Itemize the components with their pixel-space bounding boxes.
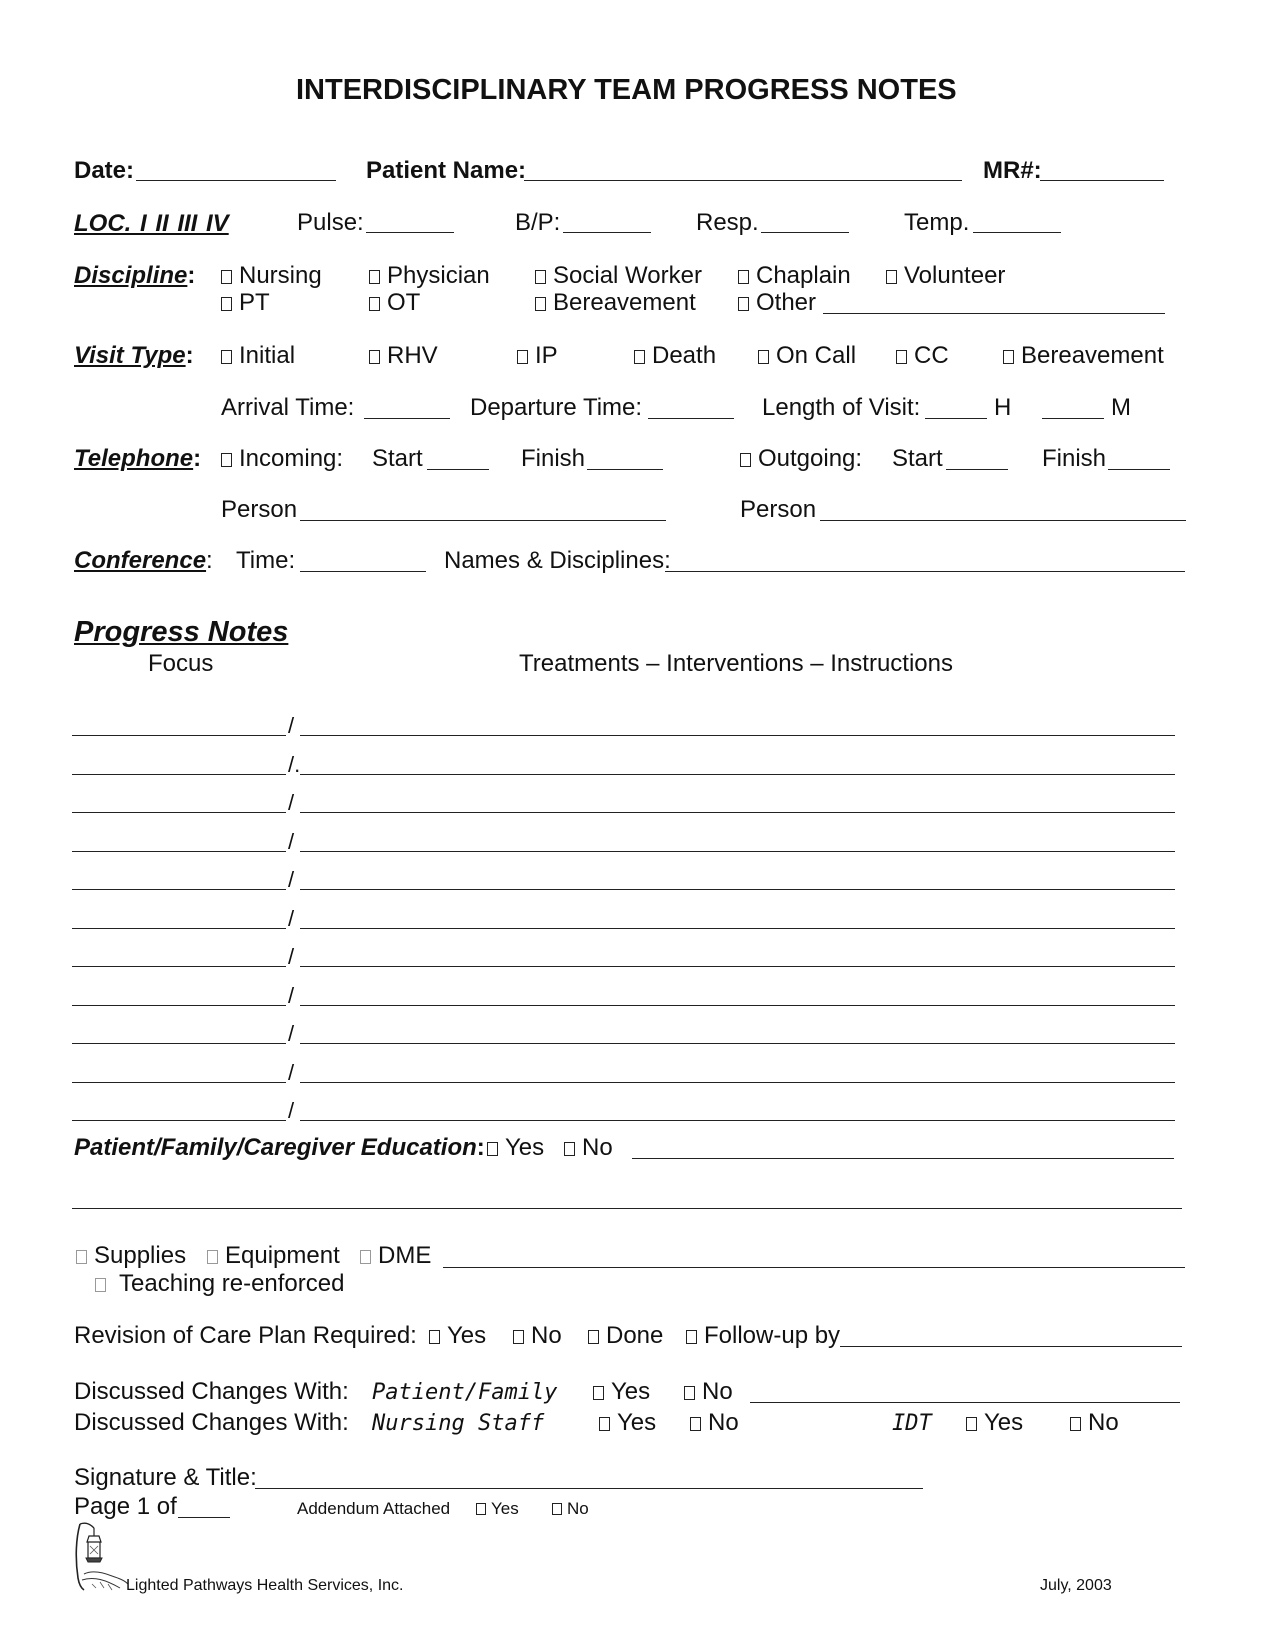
equipment-checkbox[interactable] (207, 1244, 340, 1268)
checkbox-icon[interactable] (738, 270, 749, 284)
checkbox-icon[interactable] (690, 1417, 701, 1431)
row-separator: / (288, 1021, 295, 1046)
incoming-person-field[interactable] (300, 520, 666, 521)
option-label: Social Worker (553, 262, 702, 289)
visit-type-colon: : (185, 342, 194, 369)
focus-field[interactable] (72, 1005, 286, 1006)
loc-label: LOC. I II III IV (74, 210, 229, 237)
discipline-physician-checkbox[interactable] (369, 264, 490, 288)
footer-date: July, 2003 (1040, 1577, 1112, 1594)
incoming-start-field[interactable] (427, 469, 489, 470)
nursing-staff-yes-checkbox[interactable] (599, 1411, 656, 1435)
length-of-visit-label: Length of Visit: (762, 394, 921, 421)
checkbox-icon[interactable] (360, 1250, 371, 1264)
checkbox-icon[interactable] (369, 350, 380, 364)
patient-family-yes-checkbox[interactable] (593, 1380, 650, 1404)
option-label: Yes (611, 1378, 651, 1405)
mr-label: MR#: (983, 157, 1042, 184)
option-label: CC (914, 342, 949, 369)
visit-bereavement-checkbox[interactable] (1003, 344, 1164, 368)
addendum-no-checkbox[interactable] (552, 1500, 589, 1517)
option-label: On Call (776, 342, 857, 369)
temp-field[interactable] (973, 232, 1061, 233)
education-label: Patient/Family/Caregiver Education (74, 1134, 477, 1161)
conference-colon: : (206, 547, 213, 574)
checkbox-icon[interactable] (886, 270, 897, 284)
checkbox-icon[interactable] (896, 350, 907, 364)
checkbox-icon[interactable] (76, 1250, 87, 1264)
education-field-2[interactable] (72, 1208, 1182, 1209)
visit-type-heading (74, 344, 194, 368)
treatment-field[interactable] (300, 812, 1175, 813)
signature-field[interactable] (255, 1488, 923, 1489)
incoming-finish-label: Finish (521, 445, 586, 472)
row-separator: / (288, 829, 295, 854)
revision-no-checkbox[interactable] (513, 1324, 562, 1348)
addendum-yes-checkbox[interactable] (476, 1500, 519, 1517)
page-title: INTERDISCIPLINARY TEAM PROGRESS NOTES (296, 74, 957, 106)
checkbox-icon[interactable] (487, 1142, 498, 1156)
checkbox-icon[interactable] (221, 453, 232, 467)
option-label: Yes (984, 1409, 1024, 1436)
checkbox-icon[interactable] (221, 297, 232, 311)
nursing-staff-text: Nursing Staff (372, 1411, 545, 1436)
checkbox-icon[interactable] (684, 1386, 695, 1400)
treatment-field[interactable] (300, 1043, 1175, 1044)
education-field[interactable] (632, 1158, 1174, 1159)
row-separator: / (288, 983, 295, 1008)
discipline-other-field[interactable] (823, 313, 1165, 314)
hours-label: H (994, 394, 1012, 421)
option-label: Yes (505, 1134, 545, 1161)
outgoing-person-field[interactable] (820, 520, 1186, 521)
pulse-label: Pulse: (297, 209, 364, 236)
treatment-field[interactable] (300, 966, 1175, 967)
option-label: No (531, 1322, 562, 1349)
incoming-finish-field[interactable] (587, 469, 663, 470)
departure-time-field[interactable] (648, 418, 734, 419)
length-minutes-field[interactable] (1042, 418, 1104, 419)
focus-field[interactable] (72, 774, 286, 775)
discipline-chaplain-checkbox[interactable] (738, 264, 851, 288)
focus-field[interactable] (72, 812, 286, 813)
checkbox-icon[interactable] (535, 270, 546, 284)
treatment-field[interactable] (300, 1082, 1175, 1083)
date-label: Date: (74, 157, 135, 184)
option-label: Outgoing: (758, 445, 863, 472)
option-label: Physician (387, 262, 490, 289)
option-label: Equipment (225, 1242, 340, 1269)
checkbox-icon[interactable] (476, 1503, 486, 1515)
outgoing-person-label: Person (740, 496, 817, 523)
arrival-time-label: Arrival Time: (221, 394, 355, 421)
checkbox-icon[interactable] (221, 270, 232, 284)
idt-yes-checkbox[interactable] (966, 1411, 1023, 1435)
option-label: Other (756, 289, 817, 316)
pulse-field[interactable] (366, 232, 454, 233)
option-label: Nursing (239, 262, 322, 289)
checkbox-icon[interactable] (758, 350, 769, 364)
discipline-heading (74, 264, 195, 288)
option-label: Follow-up by (704, 1322, 841, 1349)
discussed-nursing-label: Discussed Changes With: (74, 1409, 349, 1436)
revision-label: Revision of Care Plan Required: (74, 1322, 417, 1349)
checkbox-icon[interactable] (207, 1250, 218, 1264)
checkbox-icon[interactable] (429, 1330, 440, 1344)
row-separator: / (288, 1060, 295, 1085)
treatment-field[interactable] (300, 928, 1175, 929)
option-label: No (702, 1378, 733, 1405)
option-label: Yes (491, 1499, 519, 1518)
focus-header: Focus (148, 650, 214, 677)
row-separator: / (288, 790, 295, 815)
checkbox-icon[interactable] (564, 1142, 575, 1156)
focus-field[interactable] (72, 966, 286, 967)
treatment-field[interactable] (300, 1005, 1175, 1006)
revision-yes-checkbox[interactable] (429, 1324, 486, 1348)
visit-ip-checkbox[interactable] (517, 344, 558, 368)
focus-field[interactable] (72, 1120, 286, 1121)
option-label: Incoming: (239, 445, 344, 472)
incoming-person-label: Person (221, 496, 298, 523)
option-label: RHV (387, 342, 438, 369)
idt-text: IDT (892, 1411, 932, 1436)
option-label: Chaplain (756, 262, 851, 289)
checkbox-icon[interactable] (686, 1330, 697, 1344)
telephone-colon: : (193, 445, 202, 472)
option-label: IP (535, 342, 558, 369)
row-separator: / (288, 1098, 295, 1123)
visit-initial-checkbox[interactable] (221, 344, 295, 368)
option-label: No (708, 1409, 739, 1436)
patient-name-label: Patient Name: (366, 157, 527, 184)
focus-field[interactable] (72, 889, 286, 890)
checkbox-icon[interactable] (599, 1417, 610, 1431)
visit-on-call-checkbox[interactable] (758, 344, 856, 368)
option-label: Yes (617, 1409, 657, 1436)
mr-field[interactable] (1040, 180, 1164, 181)
discipline-ot-checkbox[interactable] (369, 291, 420, 315)
checkbox-icon[interactable] (369, 270, 380, 284)
incoming-checkbox[interactable] (221, 447, 343, 471)
checkbox-icon[interactable] (740, 453, 751, 467)
conference-heading (74, 549, 213, 573)
conference-time-field[interactable] (300, 571, 426, 572)
dme-checkbox[interactable] (360, 1244, 431, 1268)
row-separator: / (288, 906, 295, 931)
checkbox-icon[interactable] (513, 1330, 524, 1344)
conference-label: Conference (74, 547, 207, 574)
incoming-start-label: Start (372, 445, 423, 472)
patient-name-field[interactable] (524, 180, 962, 181)
patient-family-text: Patient/Family (372, 1380, 558, 1405)
discipline-other-checkbox[interactable] (738, 291, 816, 315)
resp-field[interactable] (761, 232, 849, 233)
focus-field[interactable] (72, 1082, 286, 1083)
treatment-field[interactable] (300, 735, 1175, 736)
checkbox-icon[interactable] (966, 1417, 977, 1431)
option-label: Death (652, 342, 717, 369)
checkbox-icon[interactable] (369, 297, 380, 311)
addendum-label: Addendum Attached (297, 1499, 451, 1518)
telephone-heading (74, 447, 201, 471)
checkbox-icon[interactable] (535, 297, 546, 311)
treatment-field[interactable] (300, 774, 1175, 775)
temp-label: Temp. (904, 209, 970, 236)
focus-field[interactable] (72, 928, 286, 929)
option-label: Supplies (94, 1242, 187, 1269)
option-label: DME (378, 1242, 432, 1269)
option-label: No (582, 1134, 613, 1161)
checkbox-icon[interactable] (95, 1278, 106, 1292)
row-separator: / (288, 867, 295, 892)
idt-no-checkbox[interactable] (1070, 1411, 1119, 1435)
telephone-label: Telephone (74, 445, 194, 472)
row-separator: /. (288, 752, 301, 777)
discipline-volunteer-checkbox[interactable] (886, 264, 1005, 288)
checkbox-icon[interactable] (634, 350, 645, 364)
row-separator: / (288, 713, 295, 738)
treatment-field[interactable] (300, 889, 1175, 890)
treatment-field[interactable] (300, 851, 1175, 852)
education-yes-checkbox[interactable] (487, 1136, 544, 1160)
option-label: Yes (447, 1322, 487, 1349)
checkbox-icon[interactable] (738, 297, 749, 311)
checkbox-icon[interactable] (1003, 350, 1014, 364)
company-name: Lighted Pathways Health Services, Inc. (126, 1577, 404, 1594)
focus-field[interactable] (72, 1043, 286, 1044)
option-label: Volunteer (904, 262, 1006, 289)
lantern-logo-icon (72, 1518, 130, 1594)
option-label: Teaching re-enforced (119, 1270, 345, 1297)
resp-label: Resp. (696, 209, 759, 236)
discipline-nursing-checkbox[interactable] (221, 264, 322, 288)
row-separator: / (288, 944, 295, 969)
option-label: Bereavement (1021, 342, 1164, 369)
supplies-checkbox[interactable] (76, 1244, 186, 1268)
education-heading (74, 1136, 485, 1160)
departure-time-label: Departure Time: (470, 394, 643, 421)
checkbox-icon[interactable] (1070, 1417, 1081, 1431)
education-no-checkbox[interactable] (564, 1136, 613, 1160)
option-label: Bereavement (553, 289, 696, 316)
patient-family-field[interactable] (750, 1402, 1180, 1403)
conference-time-label: Time: (236, 547, 296, 574)
discipline-pt-checkbox[interactable] (221, 291, 270, 315)
visit-cc-checkbox[interactable] (896, 344, 949, 368)
option-label: No (567, 1499, 589, 1518)
page-count-field[interactable] (178, 1517, 230, 1518)
length-hours-field[interactable] (925, 418, 987, 419)
checkbox-icon[interactable] (221, 350, 232, 364)
visit-death-checkbox[interactable] (634, 344, 716, 368)
visit-rhv-checkbox[interactable] (369, 344, 438, 368)
visit-type-label: Visit Type (74, 342, 186, 369)
followup-field[interactable] (840, 1346, 1182, 1347)
bp-label: B/P: (515, 209, 561, 236)
option-label: No (1088, 1409, 1119, 1436)
dme-field[interactable] (443, 1267, 1185, 1268)
discipline-bereavement-checkbox[interactable] (535, 291, 696, 315)
option-label: Initial (239, 342, 296, 369)
bp-field[interactable] (563, 232, 651, 233)
treatments-header: Treatments – Interventions – Instructions (519, 650, 953, 677)
checkbox-icon[interactable] (593, 1386, 604, 1400)
revision-followup-checkbox[interactable] (686, 1324, 840, 1348)
treatment-field[interactable] (300, 1120, 1175, 1121)
discipline-label: Discipline (74, 262, 188, 289)
discipline-social-worker-checkbox[interactable] (535, 264, 702, 288)
discipline-colon: : (187, 262, 196, 289)
option-label: OT (387, 289, 421, 316)
date-field[interactable] (136, 180, 336, 181)
outgoing-finish-label: Finish (1042, 445, 1107, 472)
checkbox-icon[interactable] (552, 1503, 562, 1515)
nursing-staff-no-checkbox[interactable] (690, 1411, 739, 1435)
discussed-patient-label: Discussed Changes With: (74, 1378, 349, 1405)
checkbox-icon[interactable] (517, 350, 528, 364)
minutes-label: M (1111, 394, 1131, 421)
patient-family-no-checkbox[interactable] (684, 1380, 733, 1404)
names-disciplines-field[interactable] (665, 571, 1185, 572)
focus-field[interactable] (72, 735, 286, 736)
option-label: Done (606, 1322, 664, 1349)
arrival-time-field[interactable] (364, 418, 450, 419)
outgoing-start-label: Start (892, 445, 943, 472)
option-label: PT (239, 289, 270, 316)
teaching-checkbox[interactable] (95, 1272, 344, 1296)
progress-notes-title: Progress Notes (74, 616, 289, 648)
outgoing-checkbox[interactable] (740, 447, 862, 471)
names-disciplines-label: Names & Disciplines: (444, 547, 671, 574)
signature-label: Signature & Title: (74, 1464, 257, 1491)
education-colon: : (476, 1134, 485, 1161)
checkbox-icon[interactable] (588, 1330, 599, 1344)
page-label: Page 1 of (74, 1493, 177, 1520)
revision-done-checkbox[interactable] (588, 1324, 663, 1348)
focus-field[interactable] (72, 851, 286, 852)
outgoing-finish-field[interactable] (1108, 469, 1170, 470)
outgoing-start-field[interactable] (946, 469, 1008, 470)
